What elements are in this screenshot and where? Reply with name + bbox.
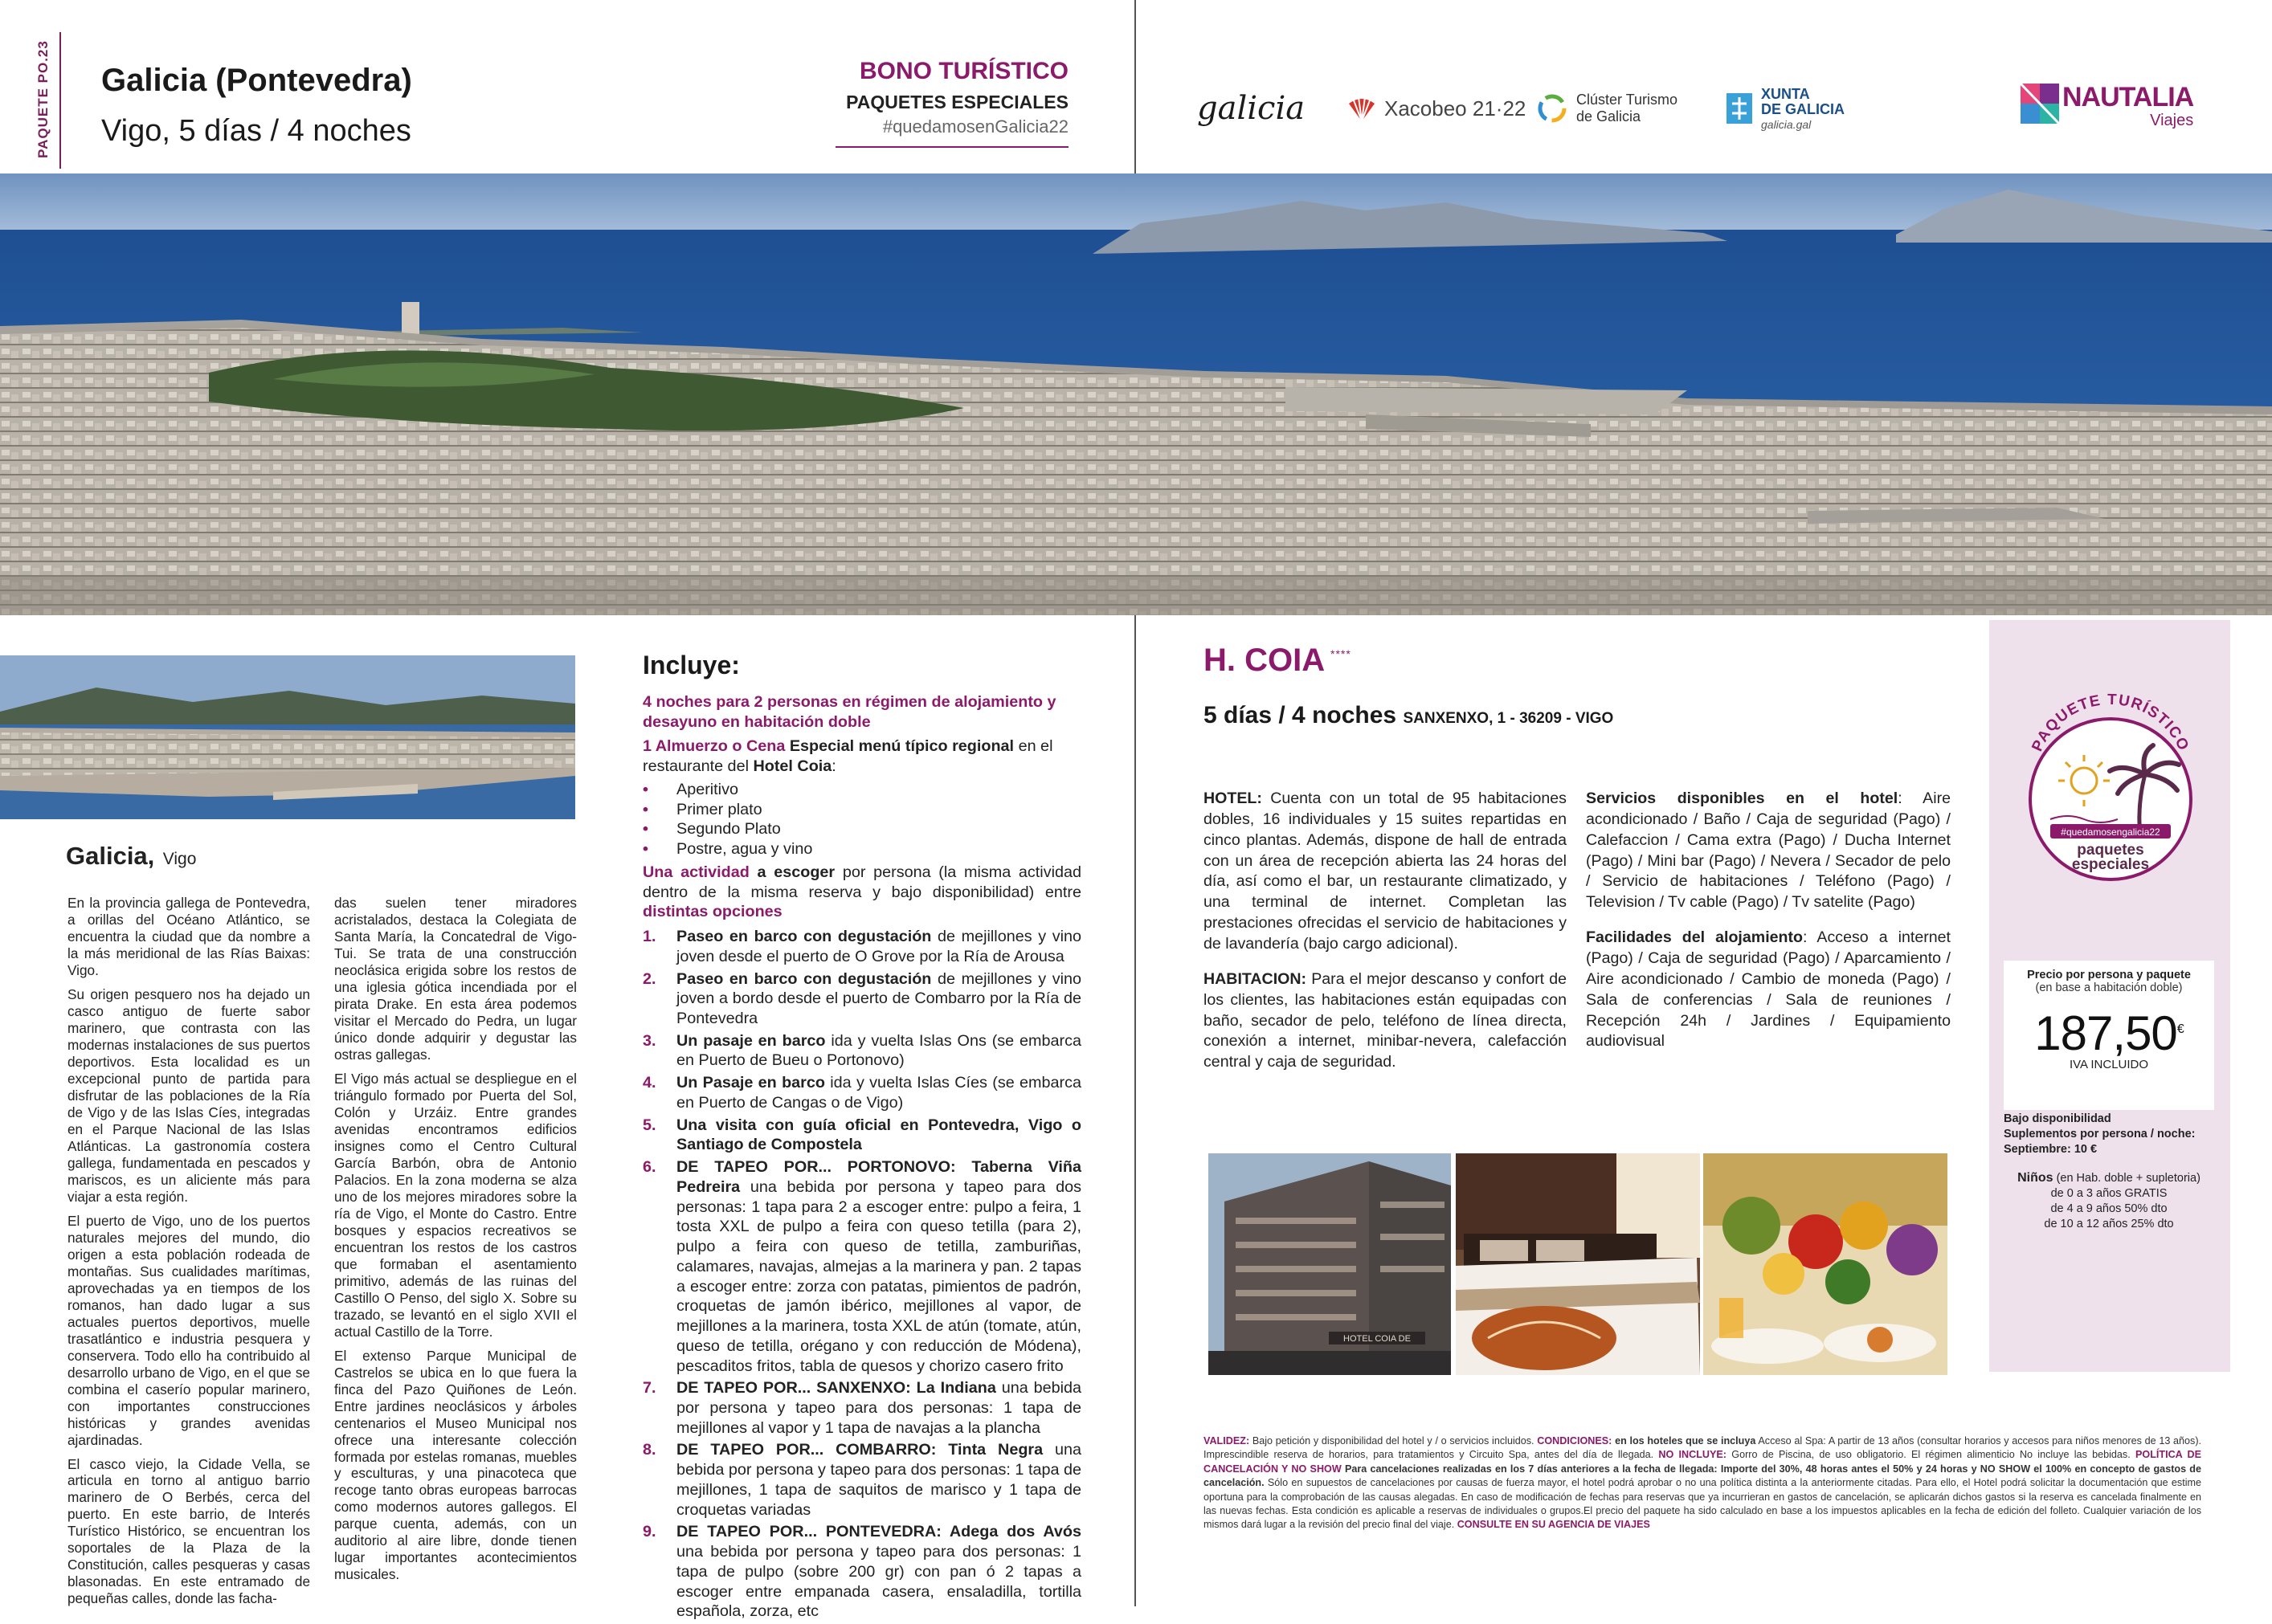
nautalia-logo	[2021, 84, 2193, 129]
hotel-stars: ****	[1330, 647, 1351, 660]
includes-meal-mid: en el restaurante del	[643, 737, 1053, 776]
xunta-web: galicia.gal	[1761, 117, 1812, 131]
cluster-swirl-icon	[1536, 92, 1568, 124]
menu-list	[643, 780, 1081, 859]
politica-text: Sólo en supuestos de cancelaciones por causas de fuerza mayor, el hotel podrá aprobar o no una política distinta a la anteriormente citadas. Para ello, el Hotel podrá solicitar la documentación que estime oportuna para la comprobación de las causas alegadas. En caso de modificación de fechas para reservas que ya incurrieran en gastos de cancelación, se aplicarán dichos gastos si la reserva es cancelada finalmente en las nuevas fechas. Esta condición es aplicable a reservas de individuales o grupos.El precio del paquete ha sido calculado en base a los impuestos aplicables en la fecha de edición del folleto. Cualquier variación de los mismos dará lugar a la revisión del precio final del viaje.	[1203, 1477, 2201, 1531]
option-item	[643, 1073, 1081, 1112]
option-text	[676, 1031, 1081, 1071]
bono-block	[836, 58, 1069, 137]
bono-hashtag: #quedamosenGalicia22	[882, 116, 1069, 137]
option-text	[676, 1522, 1081, 1622]
price-int: 187	[2034, 1006, 2113, 1060]
option-title: DE TAPEO POR... PONTEVEDRA: Adega dos Avós	[676, 1523, 1081, 1541]
option-item	[643, 1522, 1081, 1622]
price-notes	[2004, 1112, 2214, 1232]
breakfast-buffet-photo	[1703, 1153, 1947, 1375]
option-title: Un Pasaje en barco	[676, 1074, 825, 1092]
badge-hashtag: #quedamosengalicia22	[2061, 826, 2160, 838]
intro-heading-main: Galicia,	[66, 842, 155, 870]
includes-meal-lead: 1 Almuerzo o Cena	[643, 737, 786, 756]
includes-nights: 4 noches para 2 personas en régimen de alojamiento y desayuno en habitación doble	[643, 693, 1056, 731]
nautalia-sub: Viajes	[2150, 111, 2194, 129]
menu-item: • Primer plato	[676, 800, 1081, 820]
hotel-column-1	[1203, 789, 1567, 1087]
option-item	[643, 1440, 1081, 1520]
consulte-agencia: CONSULTE EN SU AGENCIA DE VIAJES	[1457, 1519, 1650, 1531]
room-description	[1203, 969, 1567, 1073]
option-number: 7.	[643, 1379, 656, 1398]
intro-heading	[66, 842, 196, 871]
badge-line1: paquetes	[2077, 842, 2144, 859]
option-title: Paseo en barco con degustación	[676, 928, 932, 946]
option-text	[676, 969, 1081, 1029]
option-detail: una bebida por persona y tapeo para dos personas: 1 tapa para 2 a escoger entre: pulpo a feira, 1 tosta XXL de pulpo a feira con queso tetilla (para 2), pulpo a feira con queso de tetilla, zamburiñas, calamares, navajas, almejas a la marinera y pan. 2 tapas a escoger entre: zorza con patatas, pimientos de padrón, croquetas de jamón ibérico, mejillones al vapor, de mejillones a la marinera, tosta XXL de atún (tomate, atún, queso de tetilla, orégano y con reducción de Módena), pescaditos fritos, tabla de quesos y chorizo casero frito	[676, 1177, 1081, 1375]
option-detail: una bebida por persona y tapeo para dos personas: 1 tapa de pulpo (sobre 200 gr) con pan ó 2 tapas a escoger entre empanada casera, ensaladilla, tortilla española, zorza, etc	[676, 1543, 1081, 1621]
hotel-building-sign: HOTEL COIA DE	[1343, 1334, 1411, 1344]
option-text	[676, 927, 1081, 966]
includes-block	[643, 692, 1081, 1624]
hotel-name: H. COIA	[1203, 643, 1326, 678]
services-text: : Aire acondicionado / Baño / Caja de seguridad (Pago) / Calefaccion / Cama extra (Pago) / Ducha Internet (Pago) / Mini bar (Pago) / Nevera / Secador de pelo / Servicio de habitaciones / Teléfono (Pago) / Television / Tv cable (Pago) / Tv satelite (Pago)	[1586, 790, 1951, 912]
option-text	[676, 1073, 1081, 1112]
intro-paragraph: das suelen tener miradores acristalados, destaca la Colegiata de Santa María, la Concatedral de Vigo-Tui. Se trata de una construcción neoclásica erigida sobre los restos de una iglesia gótica incendiada por el pirata Drake. En esta área podemos visitar el Mercado do Pedra, un lugar único donde adquirir y degustar las ostras gallegas.	[334, 895, 577, 1063]
price-currency: €	[2176, 1022, 2184, 1036]
menu-item: • Aperitivo	[676, 780, 1081, 800]
page-tab: PAQUETE PO.23	[35, 40, 51, 159]
services-description	[1586, 789, 1951, 913]
price-label-2: (en base a habitación doble)	[2035, 981, 2183, 994]
option-text	[676, 1378, 1081, 1438]
option-item	[643, 1157, 1081, 1376]
option-title: Paseo en barco con degustación	[676, 969, 932, 988]
cluster-logo	[1536, 80, 1677, 137]
option-detail: ida y vuelta Islas Ons (se embarca en Puerto de Bueu o Portonovo)	[676, 1031, 1081, 1070]
option-title: DE TAPEO POR... PORTONOVO: Taberna Viña Pedreira	[676, 1158, 1081, 1196]
supplement-value: Septiembre: 10 €	[2004, 1142, 2098, 1156]
menu-item: • Segundo Plato	[676, 819, 1081, 839]
page-subtitle: Vigo, 5 días / 4 noches	[101, 114, 411, 148]
hotel-column-2	[1586, 789, 1951, 1067]
xacobeo-logo	[1346, 80, 1526, 137]
hotel-label: HOTEL:	[1203, 790, 1262, 807]
option-number: 1.	[643, 928, 656, 946]
hotel-text: Cuenta con un total de 95 habitaciones dobles, 16 individuales y 15 suites repartidas en cinco plantas. Además, dispone de hall de entrada con un área de recepción abierta las 24 horas del día, así como el bar, un restaurante climatizado, y una terminal de internet. Completan las prestaciones ofrecidas el servicio de habitaciones y de lavandería (bajo cargo adicional).	[1203, 790, 1567, 953]
option-item	[643, 969, 1081, 1029]
kids-discount: de 0 a 3 años GRATIS	[2050, 1187, 2168, 1201]
option-number: 9.	[643, 1523, 656, 1541]
bono-subtitle: PAQUETES ESPECIALES	[846, 92, 1069, 112]
politica-bold: Para cancelaciones realizadas en los 7 días anteriores a la fecha de llegada: Importe del 30%, 48 horas antes el 50% y 24 horas y NO SHOW el 100% en concepto de gastos de cancelación.	[1203, 1463, 2202, 1489]
facilities-text: : Acceso a internet (Pago) / Caja de seguridad (Pago) / Aparcamiento / Aire acondicionado / Cambio de moneda (Pago) / Sala de conferencias / Sala de reuniones / Recepción 24h / Jardines / Equipamiento audiovisual	[1586, 928, 1951, 1051]
option-title: Un pasaje en barco	[676, 1031, 826, 1050]
activity-bold: a escoger	[757, 863, 836, 881]
intro-heading-city: Vigo	[162, 850, 197, 868]
services-label: Servicios disponibles en el hotel	[1586, 790, 1898, 807]
price-label: Precio por persona y paquete	[2027, 969, 2191, 981]
option-text	[676, 1157, 1081, 1376]
legal-conditions	[1203, 1434, 2201, 1532]
activity-lead: Una actividad	[643, 863, 750, 881]
option-number: 5.	[643, 1116, 656, 1134]
option-title: Una visita con guía oficial en Pontevedra, Vigo o Santiago de Compostela	[676, 1116, 1081, 1154]
intro-paragraph: El puerto de Vigo, uno de los puertos naturales mejores del mundo, dio origen a esta población rodeada de montañas. Sus cualidades marítimas, aprovechadas ya en tiempos de los romanos, han dado lugar a sus actuales puertos deportivos, muelle trasatlántico e industria pesquera y conservera. Todo ello ha contribuido al desarrollo urbano de Vigo, en el que se combina el caserío popular marinero, con importantes construcciones históricas y grandes avenidas ajardinadas.	[67, 1212, 310, 1448]
intro-paragraph: El extenso Parque Municipal de Castrelos se ubica en lo que fuera la finca del Pazo Quiñones de León. Entre jardines neoclásicos y árboles centenarios el Museo Municipal nos ofrece una interesante colección formada por estelas romanas, muebles y esculturas, y una pinacoteca que recoge tanto obras europeas barrocas como modernos autores gallegos. El parque cuenta, además, con un auditorio al aire libre, donde tienen lugar importantes acontecimientos musicales.	[334, 1347, 577, 1583]
no-incluye-text: Gorro de Piscina, de uso obligatorio. El régimen alimenticio No incluye las bebidas.	[1731, 1449, 2131, 1461]
option-number: 2.	[643, 969, 656, 988]
price-value: 187,50€	[2034, 1006, 2184, 1060]
option-number: 6.	[643, 1158, 656, 1177]
badge-arc-text: PAQUETE TURÍSTICO	[2029, 691, 2192, 754]
bono-title: BONO TURÍSTICO	[860, 58, 1069, 84]
cluster-line1: Clúster Turismo	[1576, 92, 1678, 108]
option-number: 8.	[643, 1441, 656, 1459]
includes-meal	[643, 737, 1081, 776]
price-iva: IVA INCLUIDO	[2069, 1058, 2149, 1071]
option-item	[643, 1378, 1081, 1438]
option-text	[676, 1116, 1081, 1155]
intro-paragraph: En la provincia gallega de Pontevedra, a orillas del Océano Atlántico, se encuentra la ciudad que da nombre a la más meridional de las Rías Baixas: Vigo.	[67, 895, 310, 978]
badge-line2: especiales	[2071, 856, 2150, 873]
option-detail: una bebida por persona y tapeo para dos personas: 1 tapa de mejillones, 1 tapa de saquitos de marisco y 1 tapa de croquetas variadas	[676, 1441, 1081, 1519]
no-incluye-label: NO INCLUYE:	[1658, 1449, 1727, 1461]
options-list	[643, 927, 1081, 1622]
option-text	[676, 1440, 1081, 1520]
validez-label: VALIDEZ:	[1203, 1435, 1250, 1447]
option-detail: una bebida por persona y tapeo para dos personas: 1 tapa de mejillones al vapor y 1 tapa de navajas a la plancha	[676, 1379, 1082, 1437]
includes-meal-bold: Especial menú típico regional	[789, 737, 1015, 756]
nautalia-mosaic-icon	[2021, 84, 2059, 124]
facilities-description	[1586, 928, 1951, 1052]
galicia-logo-text: galicia	[1197, 90, 1306, 127]
room-label: HABITACION:	[1203, 969, 1307, 988]
hotel-description	[1203, 789, 1567, 955]
xunta-shield-icon	[1726, 92, 1753, 124]
availability-note: Bajo disponibilidad	[2004, 1112, 2111, 1125]
option-title: DE TAPEO POR... SANXENXO: La Indiana	[676, 1379, 996, 1398]
includes-meal-end: :	[832, 757, 836, 776]
kids-discount: de 4 a 9 años 50% dto	[2050, 1202, 2168, 1216]
kids-label: Niños	[2017, 1170, 2053, 1185]
condiciones-label: CONDICIONES:	[1537, 1435, 1612, 1447]
vigo-panorama-photo	[0, 173, 2272, 615]
page-title: Galicia (Pontevedra)	[101, 63, 412, 98]
bono-rule	[836, 146, 1069, 148]
nautalia-text: NAUTALIA	[2062, 82, 2194, 112]
xunta-line1: XUNTA	[1761, 85, 1810, 102]
condiciones-text: Acceso al Spa: A partir de 13 años (consultar horarios y accesos para niños menores de 13 años). Imprescindible reserva de horarios, para tratamientos y Circuito Spa, antes del día de llegada.	[1203, 1435, 2202, 1461]
kids-note: (en Hab. doble + supletoria)	[2056, 1171, 2200, 1185]
option-detail: ida y vuelta Islas Cíes (se embarca en Puerto de Cangas o de Vigo)	[676, 1074, 1081, 1112]
price-box	[2004, 961, 2214, 1110]
room-text: Para el mejor descanso y confort de los clientes, las habitaciones están equipadas con baño, secador de pelo, teléfono de línea directa, conexión a internet, minibar-nevera, calefacción central y caja de seguridad.	[1203, 969, 1567, 1071]
xunta-line2: DE GALICIA	[1761, 100, 1845, 117]
condiciones-bold: en los hoteles que se incluya	[1615, 1435, 1756, 1447]
intro-column-1	[67, 895, 310, 1614]
hotel-duration-text: 5 días / 4 noches	[1203, 702, 1397, 728]
facilities-label: Facilidades del alojamiento	[1586, 928, 1803, 947]
includes-meal-hotel: Hotel Coia	[753, 757, 832, 776]
intro-column-2	[334, 895, 577, 1590]
cluster-line2: de Galicia	[1576, 108, 1641, 124]
paquete-turistico-badge	[2020, 684, 2201, 887]
menu-item: • Postre, agua y vino	[676, 839, 1081, 859]
option-item	[643, 1031, 1081, 1071]
validez-text: Bajo petición y disponibilidad del hotel y / o servicios incluidos.	[1252, 1435, 1534, 1447]
activity-text: por persona (la misma actividad dentro de la misma reserva y bajo disponibilidad) entre	[643, 863, 1081, 901]
option-title: DE TAPEO POR... COMBARRO: Tinta Negra	[676, 1441, 1044, 1459]
xacobeo-shell-icon	[1346, 92, 1378, 124]
kids-heading	[2004, 1170, 2214, 1187]
option-number: 3.	[643, 1031, 656, 1050]
politica-label: POLÍTICA DE CANCELACIÓN Y NO SHOW	[1203, 1449, 2202, 1475]
includes-title: Incluye:	[643, 651, 740, 679]
intro-paragraph: El Vigo más actual se despliegue en el triángulo formado por Puerta del Sol, Colón y Urzáiz. Entre grandes avenidas encontramos edificios insignes como el Centro Cultural García Barbón, obra de Antonio Palacios. En la zona moderna se alza uno de los mejores miradores sobre la ría de Vigo, el Monte do Castro. Entre bosques y espacios recreativos se encuentran los restos de los castros que formaban el asentamiento primitivo, además de las ruinas del Castillo O Penso, del siglo X. Sobre su trazado, se levantó en el siglo XVII el actual Castillo de la Torre.	[334, 1070, 577, 1340]
option-detail: de mejillones y vino joven desde el puerto de O Grove por la Ría de Arousa	[676, 928, 1082, 965]
option-item	[643, 927, 1081, 966]
kids-discount: de 10 a 12 años 25% dto	[2044, 1218, 2174, 1231]
option-number: 4.	[643, 1074, 656, 1092]
intro-paragraph: Su origen pesquero nos ha dejado un casco antiguo de fuerte sabor marinero, que contrasta con las modernas instalaciones de sus puertos deportivos. Esta localidad es un excepcional punto de partida para disfrutar de las poblaciones de la Ría de Vigo y de las Islas Cíes, integradas en el Parque Nacional de las Islas Atlánticas. La gastronomía costera gallega, fundamentada en pescados y mariscos, es un aliciente más para viajar a esta región.	[67, 985, 310, 1205]
hotel-exterior-photo	[1208, 1153, 1451, 1375]
activity-end: distintas opciones	[643, 903, 783, 921]
option-detail: de mejillones y vino joven a bordo desde el puerto de Combarro por la Ría de Pontevedra	[676, 969, 1082, 1028]
vigo-bay-photo	[0, 655, 575, 819]
xunta-logo	[1726, 80, 1845, 137]
hotel-bedroom-photo	[1456, 1153, 1700, 1375]
includes-activity	[643, 863, 1081, 922]
page-tab-rule	[59, 32, 61, 169]
hotel-address: SANXENXO, 1 - 36209 - VIGO	[1403, 710, 1614, 727]
supplement-label: Suplementos por persona / noche:	[2004, 1127, 2196, 1140]
galicia-logo	[1197, 80, 1305, 137]
intro-paragraph: El casco viejo, la Cidade Vella, se articula en torno al antiguo barrio marinero de O Berbés, cerca del puerto. En este barrio, de Interés Turístico Histórico, se encuentran los soportales de la Plaza de la Constitución, calles pesqueras y casas blasonadas. En este entramado de pequeñas calles, donde las facha-	[67, 1455, 310, 1607]
option-item	[643, 1116, 1081, 1155]
hotel-duration	[1203, 702, 1613, 729]
xacobeo-logo-text: Xacobeo 21·22	[1384, 96, 1526, 120]
price-dec: 50	[2125, 1006, 2177, 1060]
